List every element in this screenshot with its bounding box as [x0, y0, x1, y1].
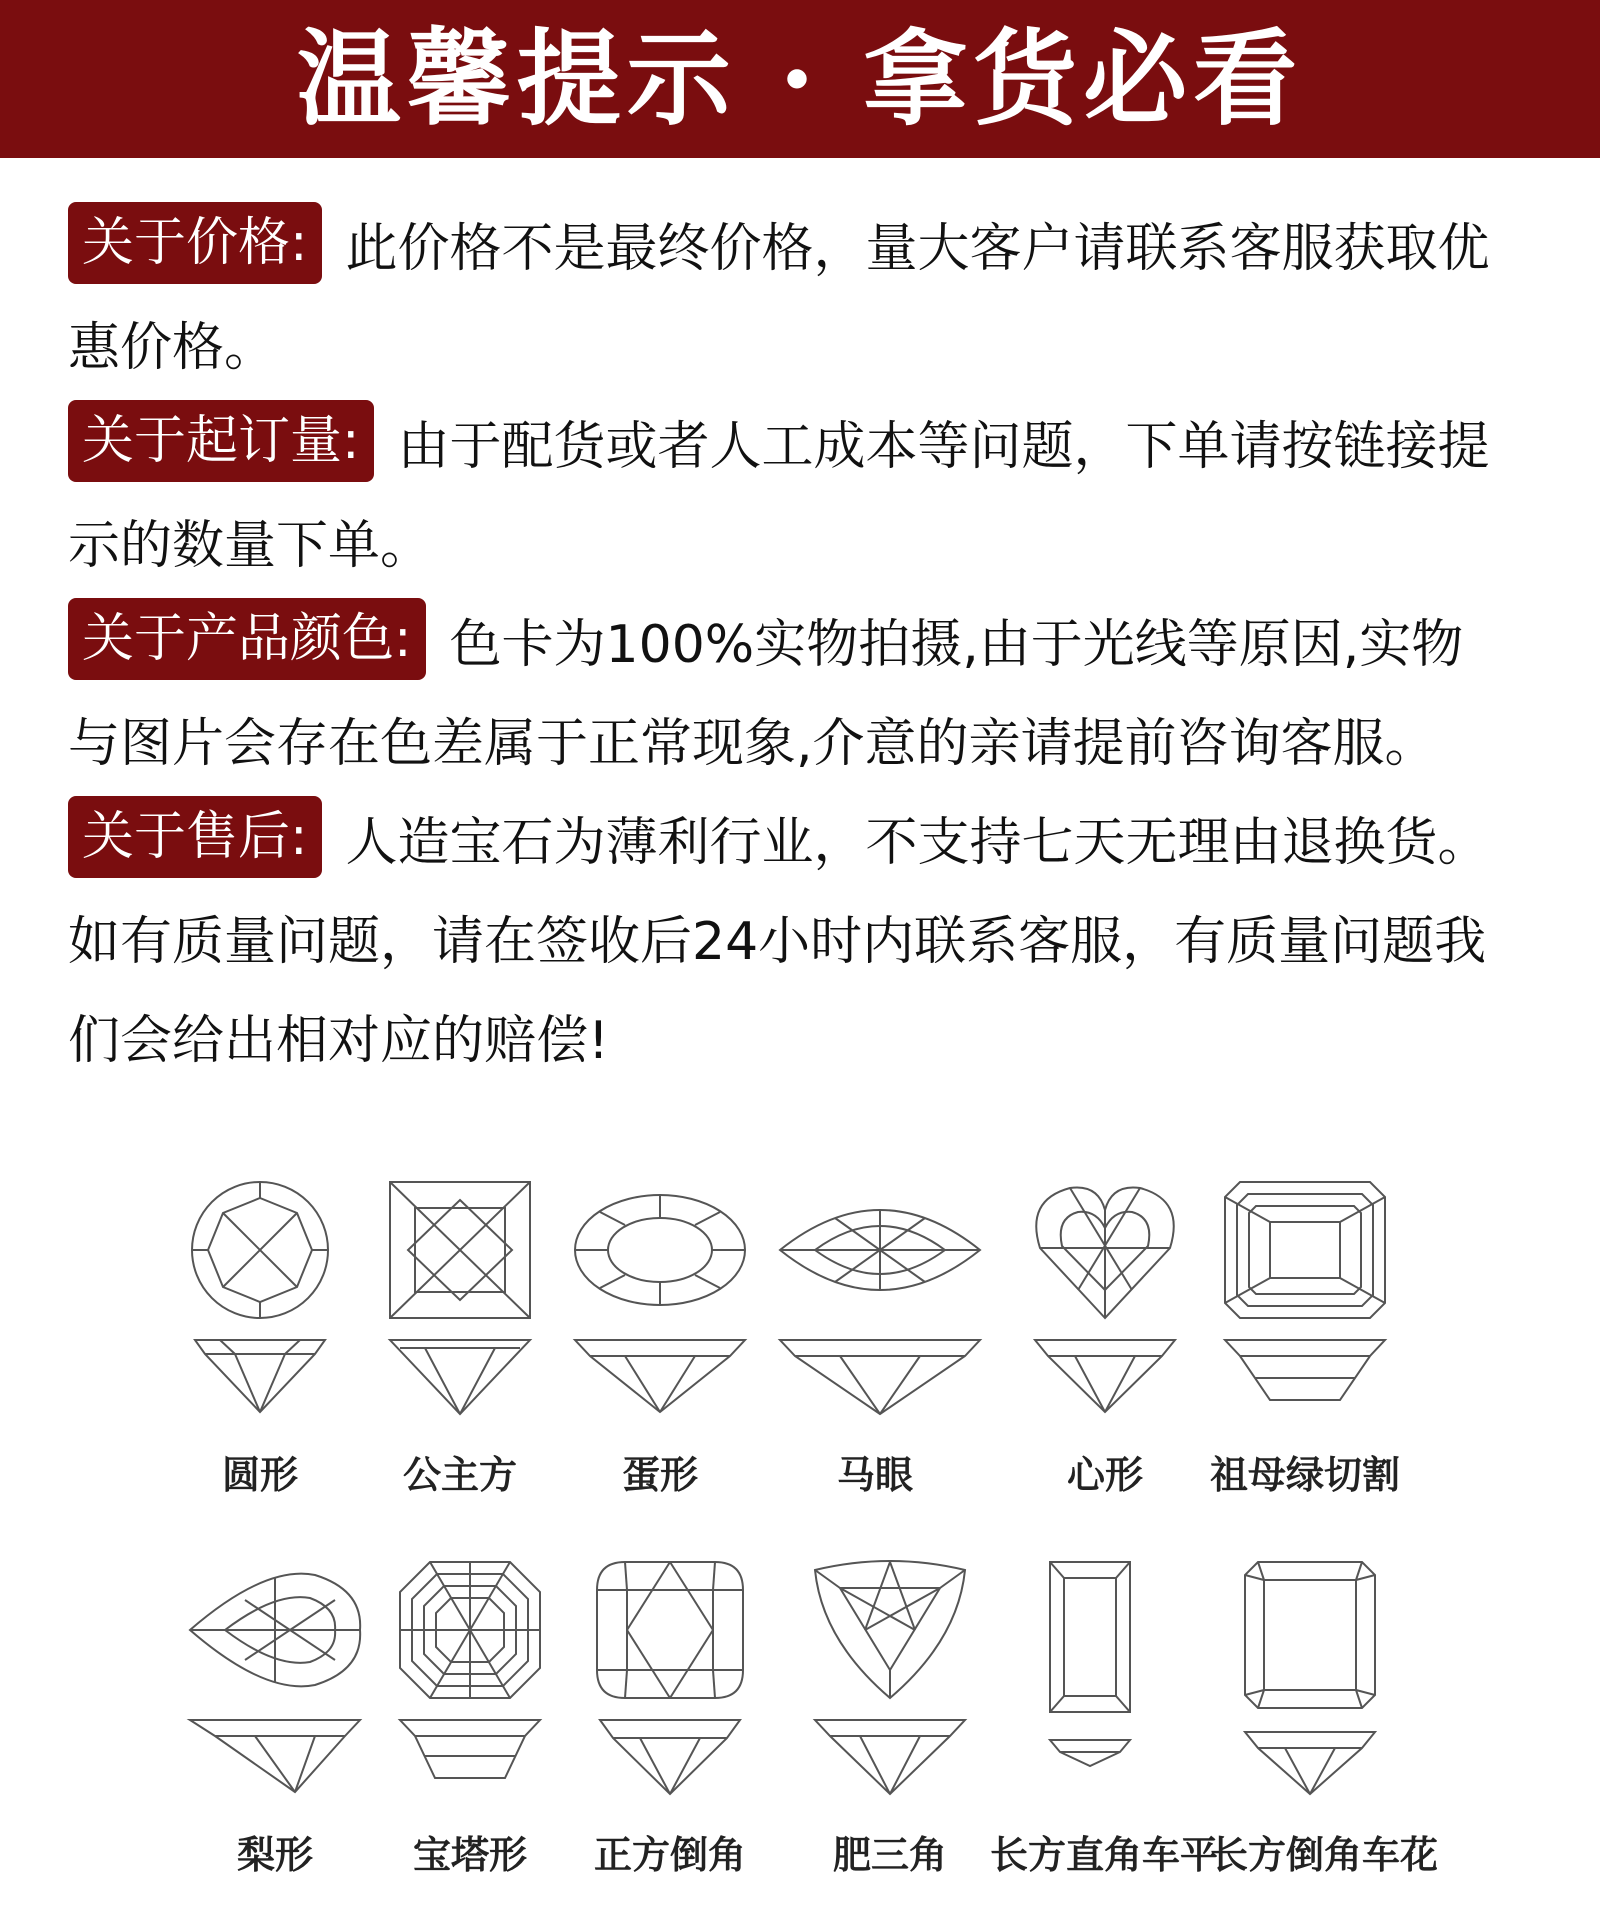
gem-round	[160, 1180, 360, 1499]
gem-label: 公主方	[402, 1453, 517, 1497]
gem-princess	[360, 1180, 560, 1499]
marquise-cut-icon	[775, 1180, 985, 1430]
note-min-order	[68, 398, 1508, 596]
gem-oval	[560, 1180, 760, 1499]
gem-label: 圆形	[221, 1453, 298, 1497]
note-after-sales	[68, 794, 1508, 1091]
pear-cut-icon	[185, 1560, 365, 1810]
header-banner	[0, 0, 1600, 158]
gem-asscher	[370, 1560, 570, 1879]
note-tag: 关于产品颜色:	[68, 598, 426, 680]
gem-label: 蛋形	[621, 1453, 698, 1497]
princess-cut-icon	[375, 1180, 545, 1430]
gem-label: 马眼	[836, 1453, 913, 1497]
gem-label: 正方倒角	[593, 1833, 746, 1877]
gem-label: 长方倒角车花	[1210, 1833, 1439, 1877]
gem-marquise	[775, 1180, 975, 1499]
gem-label: 长方直角车平	[990, 1833, 1219, 1877]
note-text: 此价格不是最终价格，量大客户请联系客服获取优惠价格。	[68, 219, 1490, 378]
gem-label: 宝塔形	[412, 1833, 527, 1877]
page-title: 温馨提示 · 拿货必看	[296, 17, 1304, 140]
note-color	[68, 596, 1508, 794]
gem-trillion	[790, 1560, 990, 1879]
note-tag: 关于起订量:	[68, 400, 374, 482]
gem-heart	[1005, 1180, 1205, 1499]
note-price	[68, 200, 1508, 398]
gem-label: 祖母绿切割	[1209, 1453, 1400, 1497]
note-tag: 关于售后:	[68, 796, 322, 878]
gem-radiant	[1210, 1560, 1439, 1879]
heart-cut-icon	[1030, 1180, 1180, 1430]
radiant-cut-icon	[1240, 1560, 1380, 1810]
gem-label: 梨形	[236, 1833, 313, 1877]
asscher-cut-icon	[395, 1560, 545, 1810]
gem-row-2	[160, 1560, 1460, 1920]
notes-section	[68, 200, 1508, 1091]
gem-cushion	[570, 1560, 770, 1879]
gem-emerald	[1205, 1180, 1405, 1499]
trillion-cut-icon	[810, 1560, 970, 1810]
round-cut-icon	[175, 1180, 345, 1430]
baguette-cut-icon	[1030, 1560, 1150, 1810]
cushion-cut-icon	[595, 1560, 745, 1810]
emerald-cut-icon	[1220, 1180, 1390, 1430]
gem-row-1	[160, 1180, 1460, 1540]
oval-cut-icon	[570, 1180, 750, 1430]
note-text: 由于配货或者人工成本等问题，下单请按链接提示的数量下单。	[68, 417, 1490, 576]
note-text: 色卡为100%实物拍摄,由于光线等原因,实物与图片会存在色差属于正常现象,介意的亲请提前咨询客服。	[68, 615, 1464, 774]
note-tag: 关于价格:	[68, 202, 322, 284]
gem-baguette	[990, 1560, 1219, 1879]
note-text: 人造宝石为薄利行业，不支持七天无理由退换货。如有质量问题，请在签收后24小时内联系客服，有质量问题我们会给出相对应的赔偿!	[68, 813, 1490, 1071]
gem-pear	[175, 1560, 375, 1879]
gem-label: 心形	[1066, 1453, 1143, 1497]
gem-label: 肥三角	[832, 1833, 947, 1877]
